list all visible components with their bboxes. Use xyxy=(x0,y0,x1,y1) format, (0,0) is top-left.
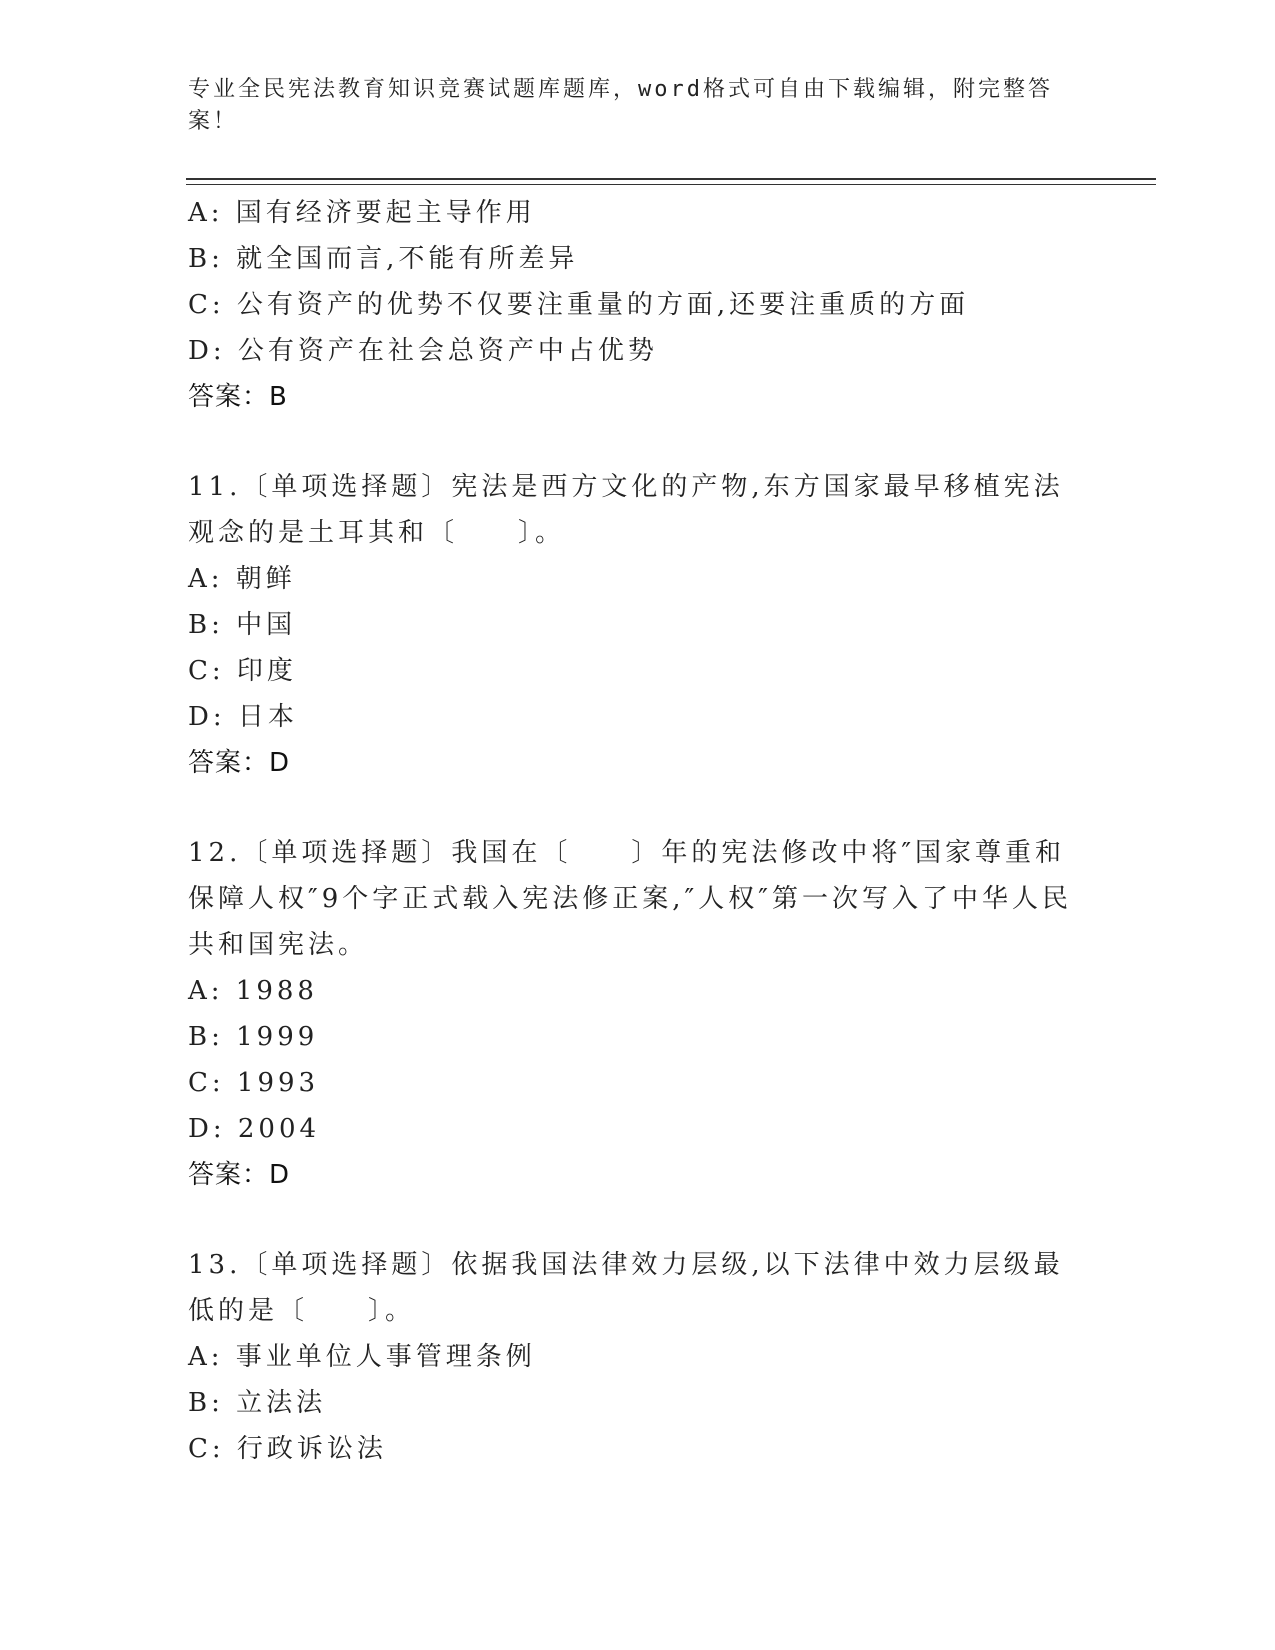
answer-label: 答案：D xyxy=(188,748,291,778)
option-b: B: 1999 xyxy=(188,1022,319,1052)
option-c: C: 1993 xyxy=(188,1068,320,1098)
option-d: D: 公有资产在社会总资产中占优势 xyxy=(188,336,658,366)
option-b: B: 立法法 xyxy=(188,1388,327,1418)
question-10-block xyxy=(188,190,1078,420)
header-divider-thick xyxy=(186,178,1156,180)
question-13-block xyxy=(188,1242,1078,1472)
question-12-block xyxy=(188,830,1078,1198)
question-11-block xyxy=(188,464,1078,786)
option-a: A: 事业单位人事管理条例 xyxy=(188,1342,536,1372)
option-c: C: 印度 xyxy=(188,656,297,686)
option-a: A: 朝鲜 xyxy=(188,564,296,594)
question-list xyxy=(188,190,1078,1472)
header-divider-thin xyxy=(186,184,1156,185)
option-c: C: 行政诉讼法 xyxy=(188,1434,387,1464)
answer-label: 答案：D xyxy=(188,1160,291,1190)
question-stem: 11.〔单项选择题〕宪法是西方文化的产物,东方国家最早移植宪法观念的是土耳其和〔 〕。 xyxy=(188,472,1064,548)
option-b: B: 中国 xyxy=(188,610,297,640)
option-a: A: 国有经济要起主导作用 xyxy=(188,198,536,228)
document-header: 专业全民宪法教育知识竞赛试题库题库，word格式可自由下载编辑，附完整答案！ xyxy=(188,77,1053,134)
option-d: D: 日本 xyxy=(188,702,298,732)
question-stem: 13.〔单项选择题〕依据我国法律效力层级,以下法律中效力层级最低的是〔 〕。 xyxy=(188,1250,1064,1326)
answer-label: 答案：B xyxy=(188,382,288,412)
option-c: C: 公有资产的优势不仅要注重量的方面,还要注重质的方面 xyxy=(188,290,970,320)
option-a: A: 1988 xyxy=(188,976,318,1006)
option-b: B: 就全国而言,不能有所差异 xyxy=(188,244,579,274)
option-d: D: 2004 xyxy=(188,1114,321,1144)
question-stem: 12.〔单项选择题〕我国在〔 〕年的宪法修改中将″国家尊重和保障人权″9个字正式载入宪法修正案,″人权″第一次写入了中华人民共和国宪法。 xyxy=(188,838,1072,960)
